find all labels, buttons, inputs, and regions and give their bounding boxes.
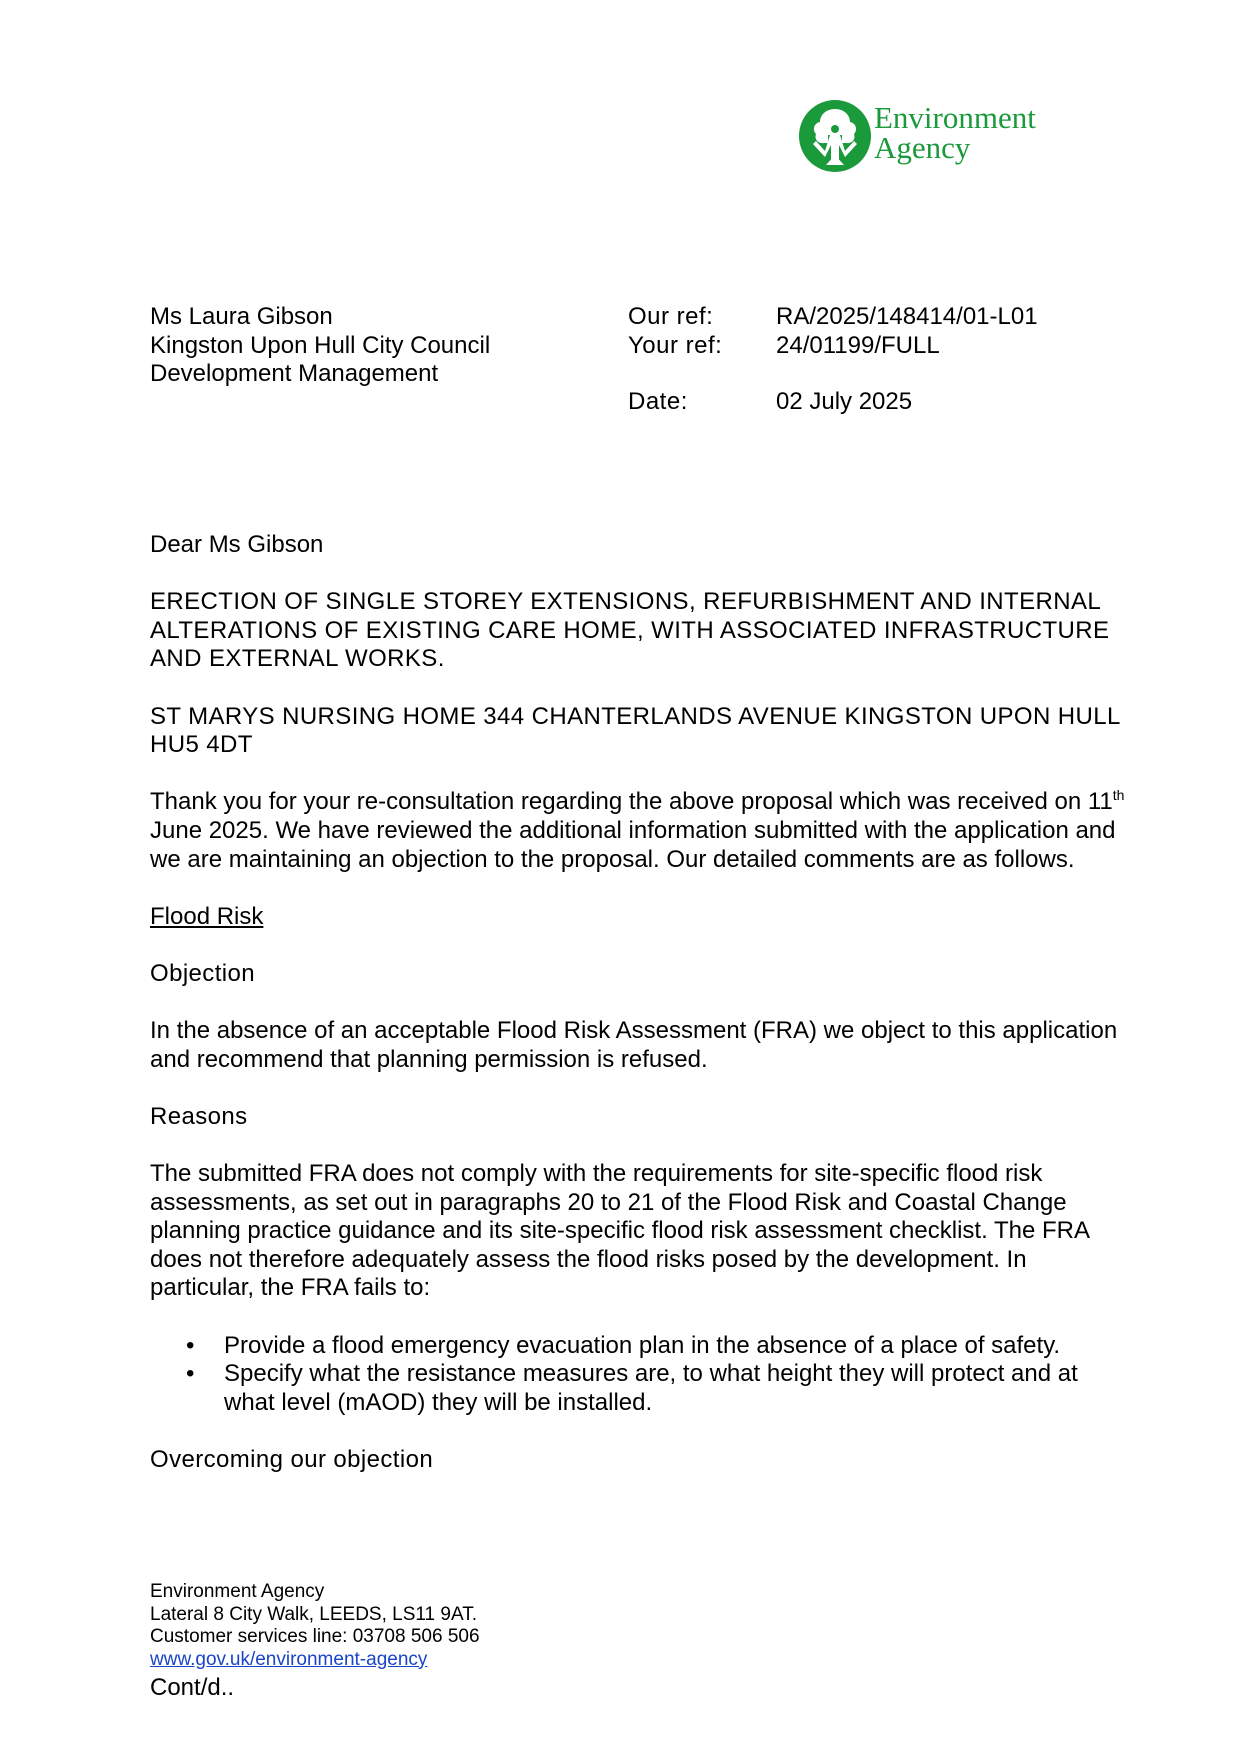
environment-agency-logo [798,97,1058,177]
intro-paragraph [150,788,1125,874]
recipient-department: Development Management [150,360,439,387]
recipient-name: Ms Laura Gibson [150,303,333,330]
recipient-address [150,303,490,389]
site-address-heading: ST MARYS NURSING HOME 344 CHANTERLANDS AVENUE KINGSTON UPON HULL HU5 4DT [150,702,1120,759]
our-ref-label: Our ref: [628,303,714,330]
reasons-title: Reasons [150,1102,248,1130]
intro-text-a: Thank you for your re-consultation regarding the above proposal which was received on 11 [150,788,1113,816]
proposal-heading: ERECTION OF SINGLE STOREY EXTENSIONS, REFURBISHMENT AND INTERNAL ALTERATIONS OF EXISTING CARE HOME, WITH ASSOCIATED INFRASTRUCTURE AND EXTERNAL WORKS. [150,588,1110,673]
our-ref-row [628,303,1038,332]
bullet-icon: • [186,1360,195,1388]
continued-note: Cont/d.. [150,1674,235,1701]
date-value: 02 July 2025 [776,388,913,415]
intro-superscript: th [1112,787,1125,804]
your-ref-row [628,332,1038,361]
recipient-organisation: Kingston Upon Hull City Council [150,331,491,359]
list-item [150,1332,1125,1361]
objection-title: Objection [150,959,255,987]
reference-block [628,303,1038,417]
overcoming-title: Overcoming our objection [150,1446,434,1473]
footer-phone: Customer services line: 03708 506 506 [150,1626,480,1647]
reasons-bullet-list [150,1332,1125,1418]
logo-line-2: Agency [874,130,971,165]
reasons-text: The submitted FRA does not comply with the requirements for site-specific flood risk assessments, as set out in paragraphs 20 to 21 of the Flood Risk and Coastal Change planning practice guidance and its site-specific flood risk assessment checklist. The FRA does not therefore adequately assess the flood risks posed by the development. In particular, the FRA fails to: [150,1160,1089,1302]
bullet-text: Specify what the resistance measures are, to what height they will protect and at what level (mAOD) they will be installed. [224,1360,1078,1416]
our-ref-value: RA/2025/148414/01-L01 [776,303,1038,330]
footer [150,1581,480,1703]
footer-website-link[interactable]: www.gov.uk/environment-agency [150,1648,428,1670]
logo-wordmark [874,100,1036,165]
intro-text-b: June 2025. We have reviewed the additional information submitted with the application and we are maintaining an objection to the proposal. Our detailed comments are as follows. [150,816,1116,873]
salutation: Dear Ms Gibson [150,531,324,558]
section-title-flood-risk: Flood Risk [150,902,264,930]
date-label: Date: [628,388,688,415]
list-item [150,1360,1125,1417]
footer-organisation: Environment Agency [150,1581,325,1602]
logo-line-1: Environment [874,100,1036,135]
footer-address: Lateral 8 City Walk, LEEDS, LS11 9AT. [150,1603,478,1625]
objection-text: In the absence of an acceptable Flood Risk Assessment (FRA) we object to this application and recommend that planning permission is refused. [150,1017,1118,1073]
bullet-text: Provide a flood emergency evacuation plan in the absence of a place of safety. [224,1331,1061,1359]
date-row [628,388,1038,417]
letter-body [150,531,1125,1503]
your-ref-value: 24/01199/FULL [776,331,940,359]
bullet-icon: • [186,1331,195,1359]
your-ref-label: Your ref: [628,331,723,359]
tree-figure-icon [798,99,872,173]
